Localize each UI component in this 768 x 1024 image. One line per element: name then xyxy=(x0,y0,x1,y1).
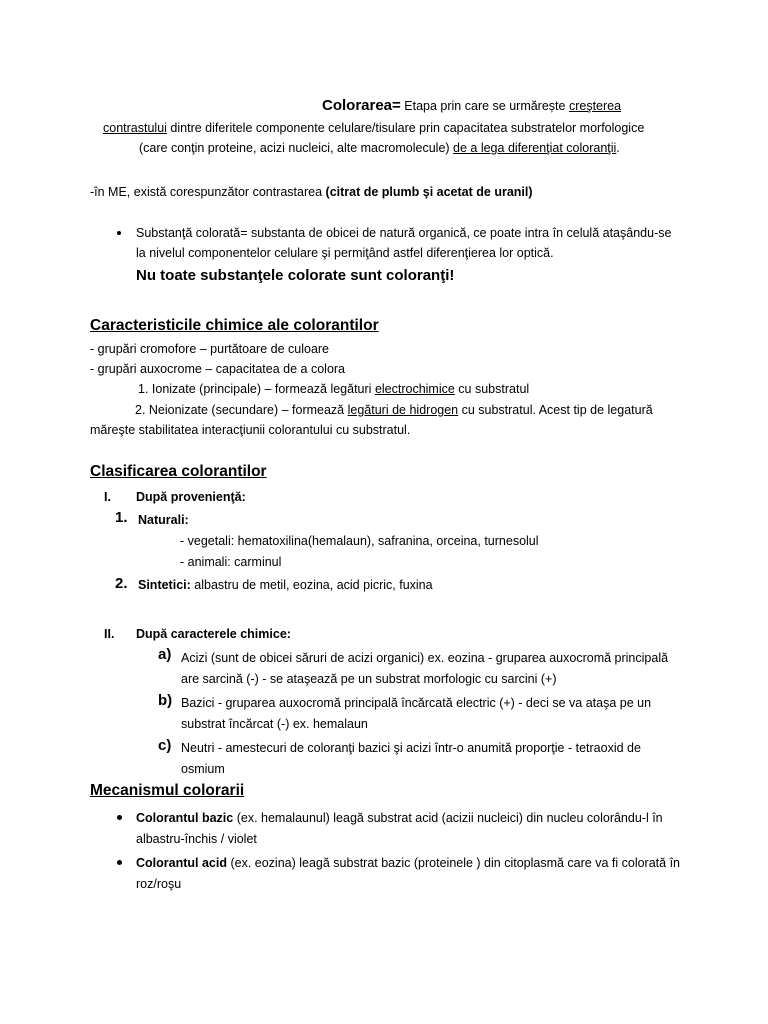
me-text: -în ME, există corespunzător contrastarea xyxy=(90,185,326,199)
section-1-label: După provenienţă: xyxy=(136,490,246,504)
sintetici-text: albastru de metil, eozina, acid picric, fuxina xyxy=(190,578,433,592)
caracteristici-text-4: 2. Neionizate (secundare) – formează xyxy=(135,403,348,417)
page-title: Colorarea= xyxy=(322,97,401,114)
intro-text-3: (care conţin proteine, acizi nucleici, alte macromolecule) xyxy=(139,141,454,155)
naturali-label: Naturali: xyxy=(138,513,189,527)
intro-underline-1: creşterea xyxy=(568,99,622,113)
item-2-number: 2. xyxy=(115,575,128,592)
mecanism-item-1-text: (ex. hemalaunul) leagă substrat acid (acizii nucleici) din nucleu colorându-l în xyxy=(233,811,663,825)
intro-text-3-end: . xyxy=(616,141,620,155)
section-2-label: După caracterele chimice: xyxy=(136,627,291,641)
item-c-marker: c) xyxy=(158,737,172,754)
item-b-line-2: substrat încărcat (-) ex. hemalaun xyxy=(181,717,368,731)
mecanism-item-1-line-1 xyxy=(136,810,663,826)
section-1-number: I. xyxy=(104,490,111,504)
substanta-line-1: Substanţă colorată= substanta de obicei de natură organică, ce poate intra în celulă ataşându-se xyxy=(136,226,672,240)
mecanism-item-2-line-2: roz/roşu xyxy=(136,877,182,891)
caracteristici-text-4b: cu substratul. Acest tip de legatură xyxy=(458,403,653,417)
bullet-icon xyxy=(117,231,121,235)
intro-text-1: Etapa prin care se urmărește xyxy=(404,99,569,113)
caracteristici-text-3b: cu substratul xyxy=(454,382,530,396)
mecanism-item-2-bold: Colorantul acid xyxy=(136,856,227,870)
item-1-number: 1. xyxy=(115,509,128,526)
vegetali-line: - vegetali: hematoxilina(hemalaun), safranina, orceina, turnesolul xyxy=(180,534,539,548)
me-bold: (citrat de plumb şi acetat de uranil) xyxy=(325,185,533,199)
substanta-line-2: la nivelul componentelor celulare şi permiţând astfel diferenţierea lor optică. xyxy=(136,246,554,260)
animali-line: - animali: carminul xyxy=(180,555,282,569)
caracteristici-line-1: - grupări cromofore – purtătoare de culoare xyxy=(90,342,330,356)
mecanism-item-1-line-2: albastru-închis / violet xyxy=(136,832,257,846)
mecanism-heading: Mecanismul colorarii xyxy=(90,782,245,799)
intro-line-2 xyxy=(103,120,644,136)
clasificare-heading: Clasificarea colorantilor xyxy=(90,463,267,480)
mecanism-item-2-line-1 xyxy=(136,855,680,871)
sintetici-label: Sintetici: xyxy=(138,578,191,592)
caracteristici-line-4 xyxy=(135,402,653,418)
caracteristici-text-3: 1. Ionizate (principale) – formează legături xyxy=(138,382,375,396)
caracteristici-underline-4: legături de hidrogen xyxy=(347,403,459,417)
item-b-line-1: Bazici - gruparea auxocromă principală încărcată electric (+) - deci se va ataşa pe un xyxy=(181,696,652,710)
caracteristici-line-3 xyxy=(138,381,529,397)
item-b-marker: b) xyxy=(158,692,173,709)
sintetici-line xyxy=(138,577,433,593)
intro-underline-2: contrastului xyxy=(103,121,167,135)
intro-line-1 xyxy=(322,98,621,114)
item-a-line-1: Acizi (sunt de obicei săruri de acizi organici) ex. eozina - gruparea auxocromă principală xyxy=(181,651,669,665)
mecanism-item-1-bold: Colorantul bazic xyxy=(136,811,234,825)
me-line xyxy=(90,184,533,200)
caracteristici-line-5: măreşte stabilitatea interacţiunii colorantului cu substratul. xyxy=(90,423,411,437)
caracteristici-line-2: - grupări auxocrome – capacitatea de a colora xyxy=(90,362,346,376)
item-c-line-2: osmium xyxy=(181,762,225,776)
bullet-icon xyxy=(117,860,122,865)
intro-text-2: dintre diferitele componente celulare/tisulare prin capacitatea substratelor morfologice xyxy=(166,121,645,135)
item-c-line-1: Neutri - amestecuri de coloranţi bazici şi acizi într-o anumită proporţie - tetraoxid de xyxy=(181,741,641,755)
item-a-marker: a) xyxy=(158,646,172,663)
caracteristici-heading: Caracteristicile chimice ale colorantilor xyxy=(90,317,379,334)
item-a-line-2: are sarcină (-) - se ataşează pe un substrat morfologic cu sarcini (+) xyxy=(181,672,557,686)
substanta-note: Nu toate substanţele colorate sunt coloranţi! xyxy=(136,267,455,284)
intro-underline-3: de a lega diferenţiat coloranţii xyxy=(453,141,617,155)
mecanism-item-2-text: (ex. eozina) leagă substrat bazic (proteinele ) din citoplasmă care va fi colorată în xyxy=(226,856,680,870)
caracteristici-underline-3: electrochimice xyxy=(374,382,455,396)
section-2-number: II. xyxy=(104,627,115,641)
bullet-icon xyxy=(117,815,122,820)
intro-line-3 xyxy=(139,140,620,156)
